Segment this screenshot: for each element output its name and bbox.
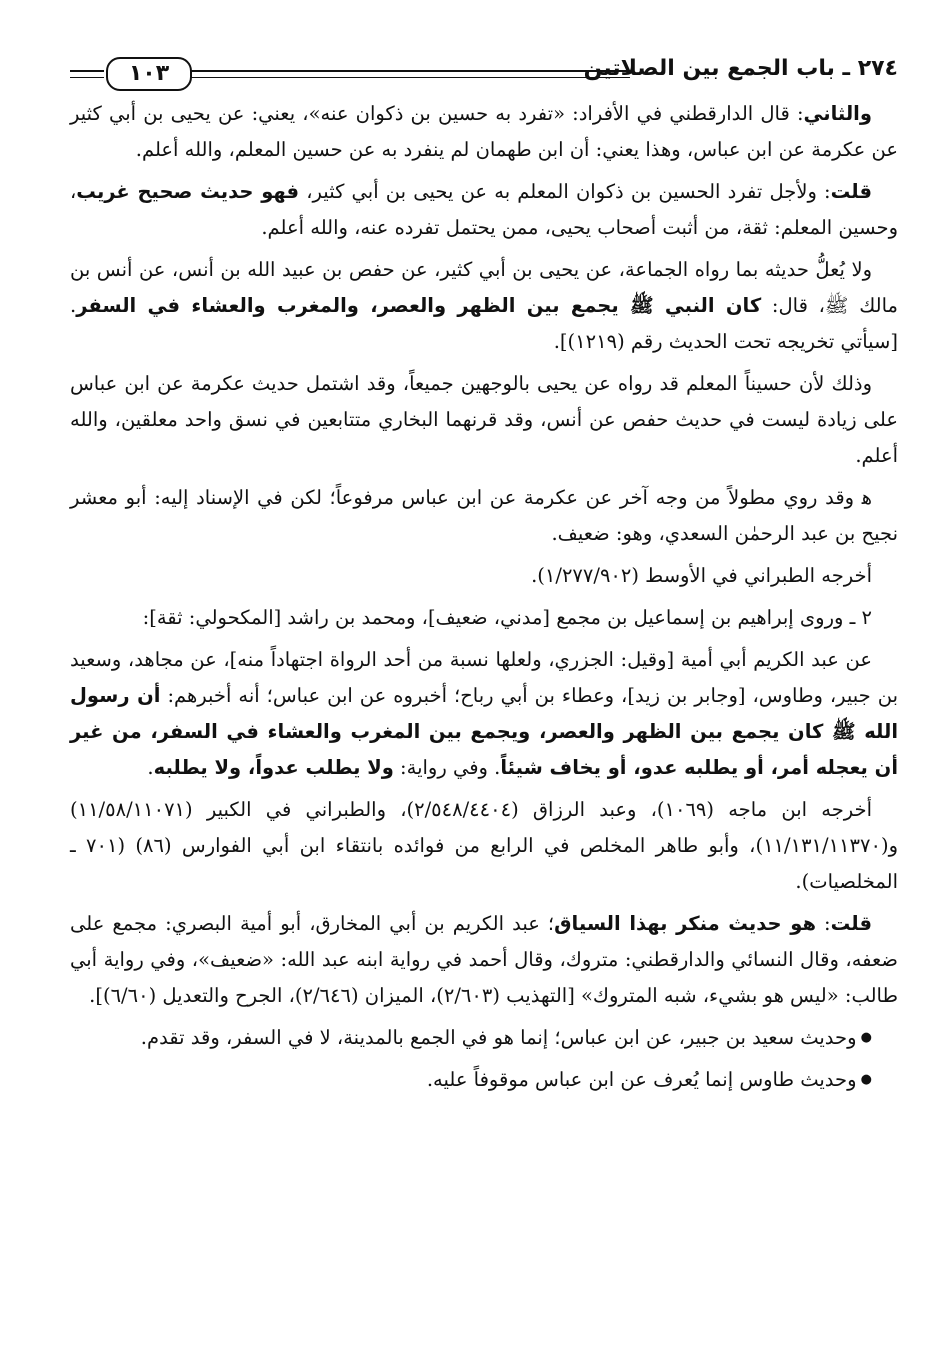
bold-text: هو حديث منكر بهذا السياق xyxy=(554,912,816,935)
paragraph xyxy=(70,366,898,474)
text-segment: : xyxy=(815,912,831,935)
text-segment: . xyxy=(147,756,154,779)
text-segment: : قال الدارقطني في الأفراد: «تفرد به حسين بن ذكوان عنه»، يعني: عن يحيى بن أبي كثير عن عكرمة عن ابن عباس، وهذا يعني: أن ابن طهمان لم ينفرد به عن حسين المعلم، والله أعلم. xyxy=(70,102,898,161)
text-segment: عن عبد الكريم أبي أمية [وقيل: الجزري، ولعلها نسبة من أحد الرواة اجتهاداً منه]، عن مجاهد، وسعيد بن جبير، وطاوس، [وجابر بن زيد]، وعطاء بن أبي رباح؛ أخبروه عن ابن عباس؛ أنه أخبرهم: xyxy=(70,648,899,707)
text-segment: ؛ عبد الكريم بن أبي المخارق، أبو أمية البصري: مجمع على ضعفه، وقال النسائي والدارقطني: متروك، وقال أحمد في رواية ابنه عبد الله: «ضعيف»، وفي رواية أبي طالب: «ليس هو بشيء، شبه المتروك» [التهذيب (٢/٦٠٣)، الميزان (٢/٦٤٦)، الجرح والتعديل (٦/٦٠)]. xyxy=(70,912,898,1007)
text-segment: وحديث سعيد بن جبير، عن ابن عباس؛ إنما هو في الجمع بالمدينة، لا في السفر، وقد تقدم. xyxy=(140,1026,857,1049)
text-segment: . [سيأتي تخريجه تحت الحديث رقم (١٢١٩)]. xyxy=(70,294,898,353)
bold-text: ولا يطلب عدواً، ولا يطلبه xyxy=(153,756,394,779)
text-segment: ، وحسين المعلم: ثقة، من أثبت أصحاب يحيى، ممن يحتمل تفرده عنه، والله أعلم. xyxy=(70,180,898,239)
paragraph xyxy=(70,252,898,360)
text-segment: ولا يُعلُّ حديثه بما رواه الجماعة، عن يحيى بن أبي كثير، عن حفص بن عبيد الله بن أنس، عن أنس بن مالك ﷺ، قال: xyxy=(70,258,898,317)
bold-text: فهو حديث صحيح غريب xyxy=(76,180,300,203)
paragraph xyxy=(70,600,898,636)
paragraph xyxy=(70,792,898,900)
text-segment: . وفي رواية: xyxy=(393,756,501,779)
paragraph xyxy=(70,1020,898,1056)
page-number: ١٠٣ xyxy=(106,57,192,91)
text-segment: ﻫ وقد روي مطولاً من وجه آخر عن عكرمة عن ابن عباس مرفوعاً؛ لكن في الإسناد إليه: أبو معشر نجيح بن عبد الرحمٰن السعدي، وهو: ضعيف. xyxy=(70,486,898,545)
page-body xyxy=(70,96,898,1098)
header-rule xyxy=(190,70,630,78)
text-segment: أخرجه الطبراني في الأوسط (١/٢٧٧/٩٠٢). xyxy=(531,564,872,587)
page-header xyxy=(70,40,898,96)
paragraph xyxy=(70,906,898,1014)
header-rule-left xyxy=(70,70,104,78)
paragraph xyxy=(70,1062,898,1098)
document-page xyxy=(70,40,898,1104)
paragraph xyxy=(70,96,898,168)
paragraph xyxy=(70,174,898,246)
text-segment: أخرجه ابن ماجه (١٠٦٩)، وعبد الرزاق (٢/٥٤٨/٤٤٠٤)، والطبراني في الكبير (١١/٥٨/١١٠٧١) و(١١/١٣١/١١٣٧٠)، وأبو طاهر المخلص في الرابع من فوائده بانتقاء ابن أبي الفوارس (٨٦) (٧٠١ ـ المخلصيات). xyxy=(70,798,898,893)
text-segment: وذلك لأن حسيناً المعلم قد رواه عن يحيى بالوجهين جميعاً، وقد اشتمل حديث عكرمة عن ابن عباس على زيادة ليست في حديث حفص عن أنس، وقد قرنهما البخاري متتابعين في نسق واحد معلقين، والله أعلم. xyxy=(70,372,898,467)
bold-text: أن رسول الله ﷺ كان يجمع بين الظهر والعصر، ويجمع بين المغرب والعشاء في السفر، من غير أن يعجله أمر، أو يطلبه عدو، أو يخاف شيئاً xyxy=(70,684,898,779)
text-segment: وحديث طاوس إنما يُعرف عن ابن عباس موقوفاً عليه. xyxy=(426,1068,857,1091)
paragraph xyxy=(70,558,898,594)
paragraph xyxy=(70,642,898,786)
text-segment: : ولأجل تفرد الحسين بن ذكوان المعلم به عن يحيى بن أبي كثير، xyxy=(299,180,831,203)
chapter-title: ٢٧٤ ـ باب الجمع بين الصلاتين xyxy=(583,56,898,81)
paragraph xyxy=(70,480,898,552)
bold-text: قلت xyxy=(830,912,872,935)
bold-text: كان النبي ﷺ يجمع بين الظهر والعصر، والمغرب والعشاء في السفر xyxy=(76,294,762,317)
bold-text: قلت xyxy=(830,180,872,203)
bold-text: والثاني xyxy=(803,102,872,125)
text-segment: ٢ ـ وروى إبراهيم بن إسماعيل بن مجمع [مدني، ضعيف]، ومحمد بن راشد [المكحولي: ثقة]: xyxy=(142,606,872,629)
